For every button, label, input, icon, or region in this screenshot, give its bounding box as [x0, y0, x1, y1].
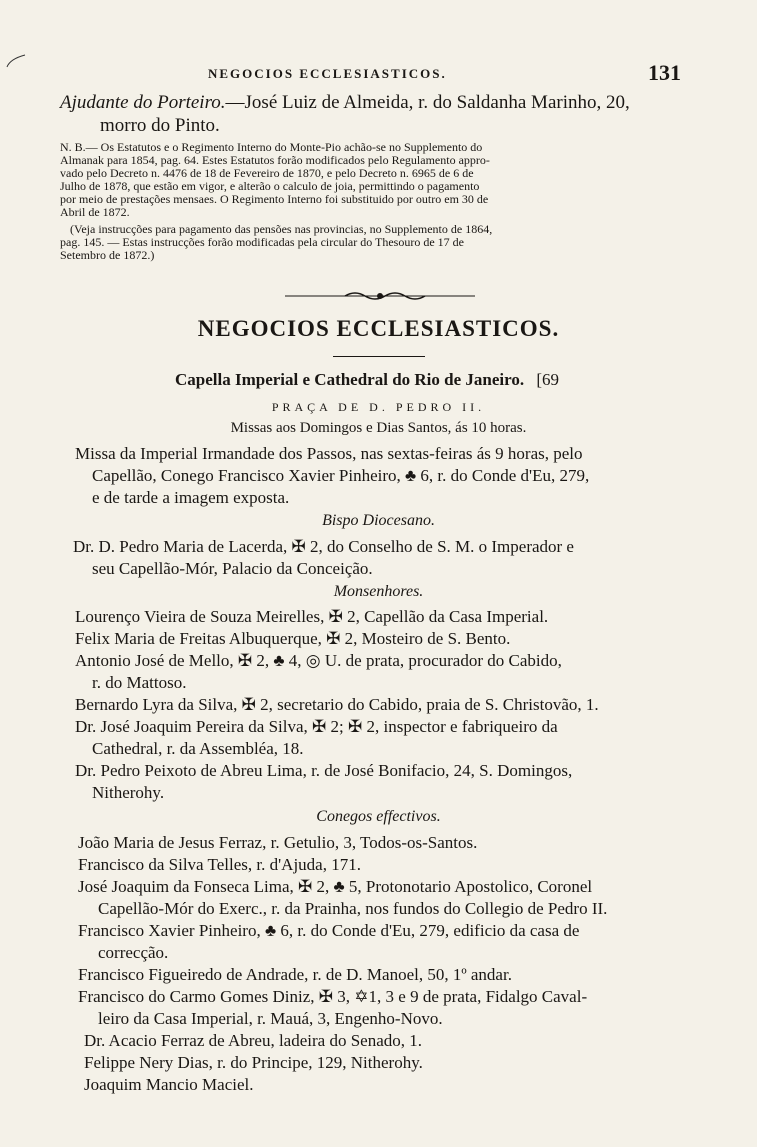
- conegos-heading: Conegos effectivos.: [316, 808, 441, 825]
- monsenhor-line: Felix Maria de Freitas Albuquerque, ✠ 2, Mosteiro de S. Bento.: [75, 629, 511, 648]
- top-entry-line-2: morro do Pinto.: [100, 115, 220, 136]
- masses-schedule: Missas aos Domingos e Dias Santos, ás 10 horas.: [230, 420, 527, 436]
- chapel-name: Capella Imperial e Cathedral do Rio de Janeiro.: [175, 370, 525, 389]
- monsenhor-line: r. do Mattoso.: [92, 673, 187, 692]
- monsenhor-line: Antonio José de Mello, ✠ 2, ♣ 4, ◎ U. de prata, procurador do Cabido,: [75, 651, 562, 670]
- conego-line: leiro da Casa Imperial, r. Mauá, 3, Engenho-Novo.: [98, 1009, 443, 1028]
- monsenhor-line: Cathedral, r. da Assembléa, 18.: [92, 739, 304, 758]
- monsenhor-line: Nitherohy.: [92, 783, 165, 802]
- chapel-heading: [175, 370, 559, 390]
- page-header: [0, 58, 757, 88]
- note-line: vado pelo Decreto n. 4476 de 18 de Fevereiro de 1870, e pelo Decreto n. 6965 de 6 de: [60, 166, 474, 180]
- conego-line: correcção.: [98, 943, 169, 962]
- conego-line: João Maria de Jesus Ferraz, r. Getulio, 3, Todos-os-Santos.: [78, 833, 478, 852]
- note-line: pag. 145. — Estas instrucções forão modificadas pela circular do Thesouro de 17 de: [60, 235, 464, 249]
- conego-line: Felippe Nery Dias, r. do Principe, 129, Nitherohy.: [84, 1053, 423, 1072]
- note-line: Almanak para 1854, pag. 64. Estes Estatutos forão modificados pelo Regulamento appro-: [60, 153, 490, 167]
- chapel-address: PRAÇA DE D. PEDRO II.: [271, 400, 486, 414]
- top-entry-text: —José Luiz de Almeida, r. do Saldanha Marinho, 20,: [225, 92, 630, 113]
- conego-line: Joaquim Mancio Maciel.: [84, 1075, 254, 1094]
- section-title: NEGOCIOS ECCLESIASTICOS.: [197, 316, 560, 341]
- bishop-heading: Bispo Diocesano.: [322, 512, 435, 529]
- running-head: NEGOCIOS ECCLESIASTICOS.: [208, 66, 447, 81]
- conego-line: Francisco Xavier Pinheiro, ♣ 6, r. do Conde d'Eu, 279, edificio da casa de: [78, 921, 580, 940]
- conego-line: Francisco da Silva Telles, r. d'Ajuda, 171.: [78, 855, 361, 874]
- page-number: 131: [648, 60, 681, 85]
- monsenhores-heading: Monsenhores.: [333, 583, 424, 600]
- monsenhor-line: Bernardo Lyra da Silva, ✠ 2, secretario do Cabido, praia de S. Christovão, 1.: [75, 695, 599, 714]
- note-line: (Veja instrucções para pagamento das pensões nas provincias, no Supplemento de 1864,: [70, 222, 493, 236]
- conego-line: Capellão-Mór do Exerc., r. da Prainha, nos fundos do Collegio de Pedro II.: [98, 899, 608, 918]
- missa-line: e de tarde a imagem exposta.: [92, 488, 290, 507]
- conego-line: Francisco Figueiredo de Andrade, r. de D. Manoel, 50, 1º andar.: [78, 965, 512, 984]
- note-line: Abril de 1872.: [60, 205, 130, 219]
- title-rule: [333, 356, 425, 357]
- chapel-number: [69: [536, 370, 560, 389]
- monsenhor-line: Lourenço Vieira de Souza Meirelles, ✠ 2, Capellão da Casa Imperial.: [75, 607, 549, 626]
- note-line: por meio de prestações mensaes. O Regimento Interno foi substituido por outro em 30 de: [60, 192, 489, 206]
- note-line: N. B.— Os Estatutos e o Regimento Interno do Monte-Pio achão-se no Supplemento do: [60, 140, 483, 154]
- conego-line: Dr. Acacio Ferraz de Abreu, ladeira do Senado, 1.: [84, 1031, 422, 1050]
- conego-line: José Joaquim da Fonseca Lima, ✠ 2, ♣ 5, Protonotario Apostolico, Coronel: [78, 877, 593, 896]
- top-entry-label: Ajudante do Porteiro.: [60, 92, 226, 113]
- note-line: Setembro de 1872.): [60, 248, 155, 262]
- monsenhor-line: Dr. Pedro Peixoto de Abreu Lima, r. de José Bonifacio, 24, S. Domingos,: [75, 761, 573, 780]
- bishop-line: seu Capellão-Mór, Palacio da Conceição.: [92, 559, 373, 578]
- missa-line: Capellão, Conego Francisco Xavier Pinheiro, ♣ 6, r. do Conde d'Eu, 279,: [92, 466, 590, 485]
- ornament-divider: [285, 289, 475, 303]
- bishop-line: Dr. D. Pedro Maria de Lacerda, ✠ 2, do Conselho de S. M. o Imperador e: [73, 537, 574, 556]
- note-line: Julho de 1878, que estão em vigor, e alterão o calculo de joia, permittindo o pagamento: [60, 179, 480, 193]
- conego-line: Francisco do Carmo Gomes Diniz, ✠ 3, ✡1, 3 e 9 de prata, Fidalgo Caval-: [78, 987, 588, 1006]
- monsenhor-line: Dr. José Joaquim Pereira da Silva, ✠ 2; ✠ 2, inspector e fabriqueiro da: [75, 717, 558, 736]
- missa-line: Missa da Imperial Irmandade dos Passos, nas sextas-feiras ás 9 horas, pelo: [75, 444, 583, 463]
- top-entry-line-1: [60, 92, 630, 114]
